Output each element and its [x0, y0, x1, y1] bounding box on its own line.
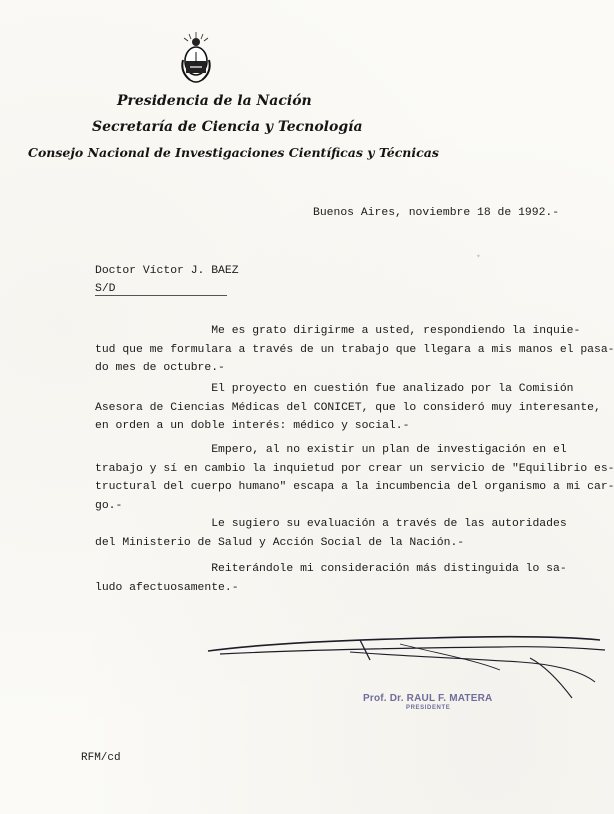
body-paragraph-5: Reiterándole mi consideración más distinguida lo sa- ludo afectuosamente.- — [95, 563, 567, 594]
letterhead-conicet: Consejo Nacional de Investigaciones Científicas y Técnicas — [28, 145, 439, 160]
argentina-coat-of-arms-icon — [178, 30, 214, 86]
letter-date: Buenos Aires, noviembre 18 de 1992.- — [313, 207, 560, 219]
letterhead-presidencia: Presidencia de la Nación — [117, 93, 312, 109]
recipient-underline — [95, 295, 227, 296]
signature-stamp: Prof. Dr. RAUL F. MATERA — [363, 693, 493, 704]
body-paragraph-2: El proyecto en cuestión fue analizado por la Comisión Asesora de Ciencias Médicas del CONICET, que lo consideró muy interesante, en orden a un doble interés: médico y social.- — [95, 383, 601, 432]
recipient-name: Doctor Víctor J. BAEZ — [95, 265, 239, 277]
typist-initials: RFM/cd — [81, 752, 121, 764]
recipient-sd: S/D — [95, 283, 116, 295]
paper-speck: ✦ — [476, 252, 481, 261]
body-paragraph-4: Le sugiero su evaluación a través de las autoridades del Ministerio de Salud y Acción Social de la Nación.- — [95, 518, 567, 549]
body-paragraph-3: Empero, al no existir un plan de investigación en el trabajo y sí en cambio la inquietud por crear un servicio de "Equilibrio es- tructural del cuerpo humano" escapa a la incumbencia del organismo a mi car- go.- — [95, 444, 614, 512]
body-paragraph-1: Me es grato dirigirme a usted, respondiendo la inquie- tud que me formulara a través de un trabajo que llegara a mis manos el pasa- do mes de octubre.- — [95, 325, 614, 374]
letterhead-secretaria: Secretaría de Ciencia y Tecnología — [92, 119, 363, 135]
signature-title: PRESIDENTE — [406, 705, 451, 711]
